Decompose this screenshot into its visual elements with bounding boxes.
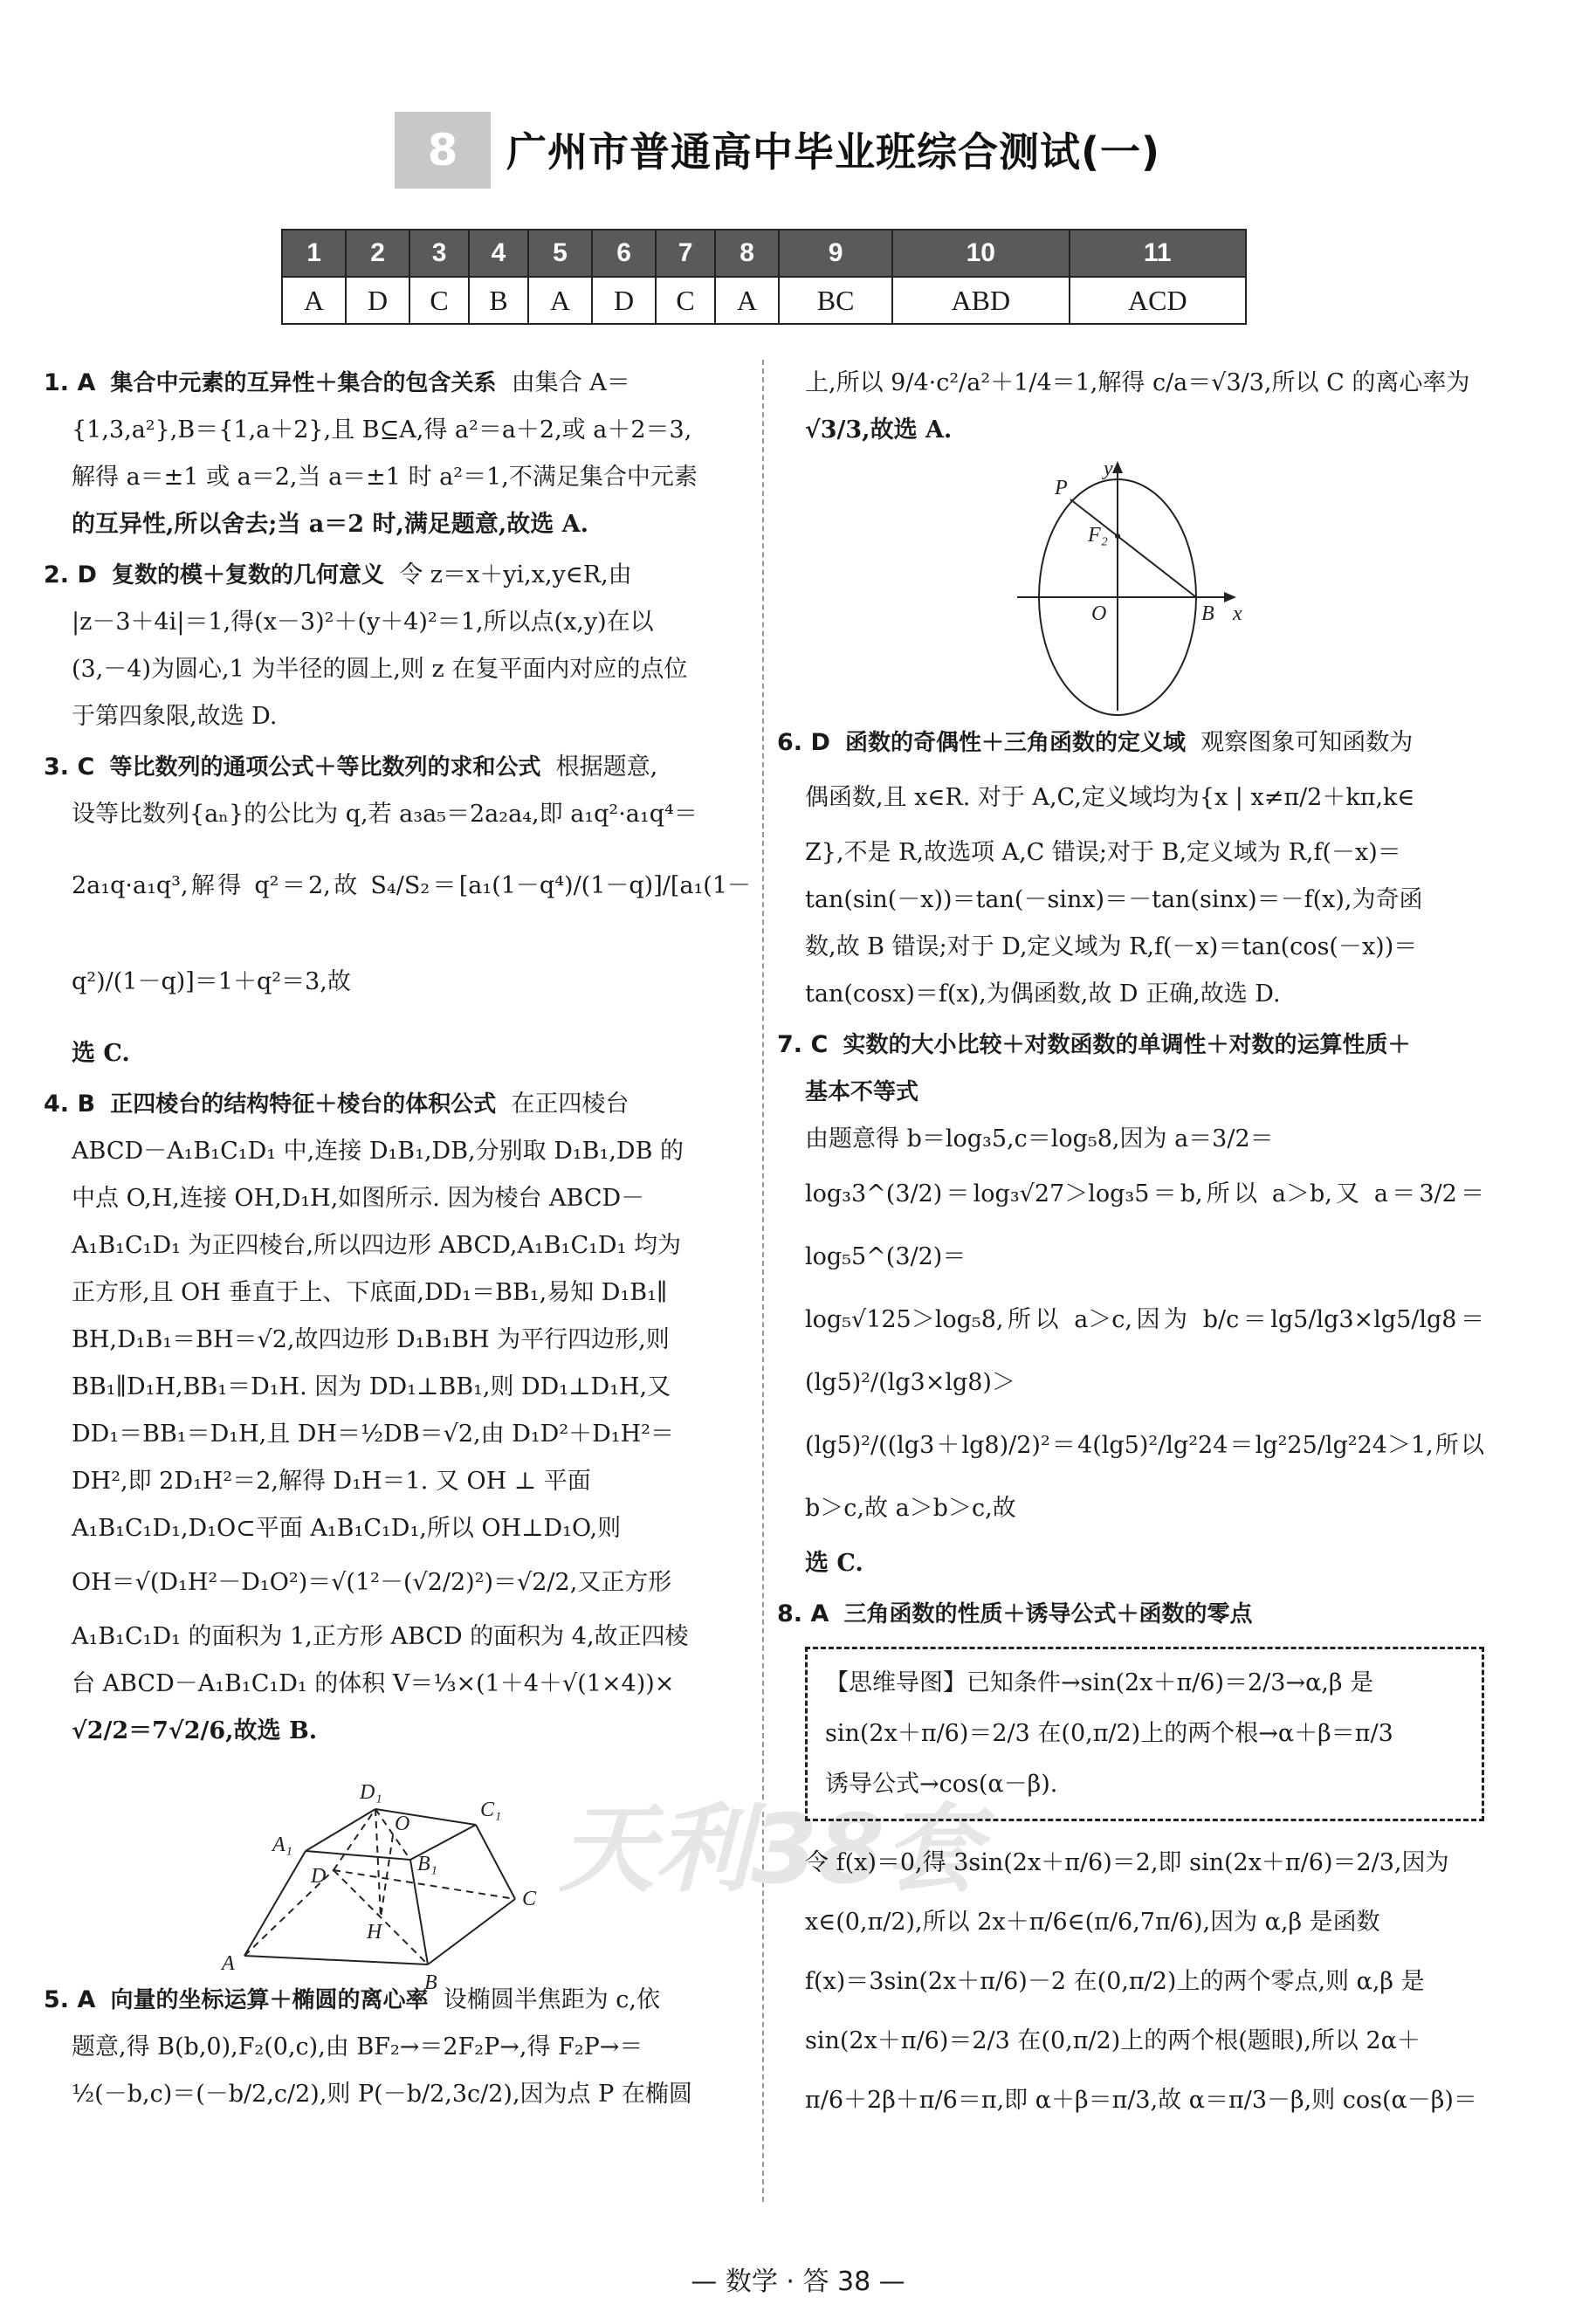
solution-6-keywords: 函数的奇偶性＋三角函数的定义域	[845, 730, 1187, 756]
right-column	[777, 360, 1484, 2134]
solution-5-keywords: 向量的坐标运算＋椭圆的离心率	[110, 1987, 429, 2013]
solution-7	[777, 1022, 1484, 1587]
question-number-cell: 3	[409, 230, 469, 277]
answer-cell: B	[469, 277, 528, 324]
solution-4-line: A₁B₁C₁D₁ 的面积为 1,正方形 ABCD 的面积为 4,故正四棱	[72, 1623, 689, 1650]
question-number-cell: 7	[656, 230, 715, 277]
label-B1: B₁	[417, 1853, 438, 1875]
test-number-badge: 8	[395, 112, 491, 189]
mind-map-line: 【思维导图】已知条件→sin(2x＋π/6)＝2/3→α,β 是	[825, 1669, 1374, 1696]
question-number-cell: 2	[346, 230, 409, 277]
solution-6	[777, 719, 1484, 1018]
solution-4	[44, 1081, 751, 1994]
solution-5-head: 5. A	[44, 1986, 96, 2013]
solution-2-line: (3,－4)为圆心,1 为半径的圆上,则 z 在复平面内对应的点位	[72, 656, 688, 683]
mind-map-line: sin(2x＋π/6)＝2/3 在(0,π/2)上的两个根→α＋β＝π/3	[825, 1720, 1393, 1747]
watermark: 天利38套	[559, 1793, 981, 1905]
question-number-cell: 1	[282, 230, 346, 277]
solution-4-keywords: 正四棱台的结构特征＋棱台的体积公式	[110, 1091, 497, 1118]
solution-2-keywords: 复数的模＋复数的几何意义	[112, 562, 385, 588]
label-O: O	[395, 1813, 410, 1835]
label-D1: D₁	[360, 1781, 382, 1804]
question-number-cell: 6	[592, 230, 656, 277]
solution-4-line: BB₁∥D₁H,BB₁＝D₁H. 因为 DD₁⊥BB₁,则 DD₁⊥D₁H,又	[72, 1373, 671, 1400]
solution-2-line: |z－3＋4i|＝1,得(x－3)²＋(y＋4)²＝1,所以点(x,y)在以	[72, 609, 654, 636]
solution-4-line: BH,D₁B₁＝BH＝√2,故四边形 D₁B₁BH 为平行四边形,则	[72, 1326, 670, 1353]
solution-4-line: 正方形,且 OH 垂直于上、下底面,DD₁＝BB₁,易知 D₁B₁∥	[72, 1279, 668, 1306]
question-number-cell: 8	[715, 230, 779, 277]
solution-3	[44, 744, 751, 1077]
solution-8-line: π/6＋2β＋π/6＝π,即 α＋β＝π/3,故 α＝π/3－β,则 cos(α－β)＝	[805, 2087, 1477, 2114]
solution-4-line: √2/2＝7√2/6,故选 B.	[72, 1717, 318, 1744]
frustum-figure	[44, 1755, 751, 1994]
answer-cell: BC	[779, 277, 892, 324]
page-footer: — 数学 · 答 38 —	[691, 2267, 905, 2297]
answer-cell: A	[528, 277, 592, 324]
answer-cell: C	[409, 277, 469, 324]
mind-map-box	[805, 1647, 1484, 1821]
solution-6-line: tan(cosx)＝f(x),为偶函数,故 D 正确,故选 D.	[805, 980, 1281, 1008]
solution-1	[44, 360, 751, 548]
solution-3-line: 设等比数列{aₙ}的公比为 q,若 a₃a₅＝2a₂a₄,即 a₁q²·a₁q⁴＝	[72, 801, 698, 828]
solution-2	[44, 552, 751, 740]
solution-6-line: 观察图象可知函数为	[1200, 729, 1414, 756]
solution-5-continued	[777, 360, 1484, 454]
label-F2: F₂	[1088, 524, 1109, 547]
ellipse-figure	[777, 458, 1484, 719]
answer-cell: A	[715, 277, 779, 324]
solution-4-line: DH²,即 2D₁H²＝2,解得 D₁H＝1. 又 OH ⊥ 平面	[72, 1468, 591, 1495]
answer-cell: D	[592, 277, 656, 324]
solution-6-head: 6. D	[777, 729, 830, 756]
solution-5-line: 设椭圆半焦距为 c,依	[443, 1986, 660, 2013]
label-C1: C₁	[480, 1799, 502, 1821]
solution-4-line: ABCD－A₁B₁C₁D₁ 中,连接 D₁B₁,DB,分别取 D₁B₁,DB 的	[72, 1138, 684, 1165]
solution-3-keywords: 等比数列的通项公式＋等比数列的求和公式	[109, 754, 541, 781]
solution-7-line: log₅√125＞log₅8,所以 a＞c,因为 b/c＝lg5/lg3×lg5/lg8＝(lg5)²/(lg3×lg8)＞	[805, 1306, 1484, 1396]
label-x: x	[1233, 602, 1242, 625]
solution-4-line: 在正四棱台	[511, 1091, 629, 1118]
solution-4-head: 4. B	[44, 1091, 96, 1118]
solution-4-line: 台 ABCD－A₁B₁C₁D₁ 的体积 V＝⅓×(1＋4＋√(1×4))×	[72, 1670, 675, 1697]
solution-3-line: 2a₁q·a₁q³,解得 q²＝2,故 S₄/S₂＝[a₁(1－q⁴)/(1－q)]/[a₁(1－q²)/(1－q)]＝1＋q²＝3,故	[72, 872, 751, 995]
answer-table-answer-row	[282, 277, 1246, 324]
answer-cell: ACD	[1070, 277, 1246, 324]
solution-2-line: 于第四象限,故选 D.	[72, 703, 278, 730]
solution-7-keywords-cont: 基本不等式	[805, 1079, 919, 1105]
solution-1-line: 由集合 A＝	[511, 369, 630, 396]
solution-5-line: √3/3,故选 A.	[805, 416, 953, 444]
solution-7-line: (lg5)²/((lg3＋lg8)/2)²＝4(lg5)²/lg²24＝lg²25/lg²24＞1,所以 b＞c,故 a＞b＞c,故	[805, 1432, 1484, 1522]
solution-4-line: A₁B₁C₁D₁ 为正四棱台,所以四边形 ABCD,A₁B₁C₁D₁ 均为	[72, 1232, 681, 1259]
label-A: A	[222, 1952, 235, 1975]
question-number-cell: 9	[779, 230, 892, 277]
label-B: B	[1201, 602, 1214, 625]
question-number-cell: 10	[892, 230, 1069, 277]
label-C: C	[522, 1888, 537, 1910]
label-H: H	[367, 1921, 382, 1944]
answer-table	[281, 229, 1247, 325]
solution-6-line: Z},不是 R,故选项 A,C 错误;对于 B,定义域为 R,f(－x)＝	[805, 839, 1401, 866]
solution-7-line: 选 C.	[805, 1550, 863, 1577]
solution-7-keywords: 实数的大小比较＋对数函数的单调性＋对数的运算性质＋	[843, 1032, 1411, 1058]
solution-6-line: tan(sin(－x))＝tan(－sinx)＝－tan(sinx)＝－f(x),为奇函	[805, 886, 1423, 913]
solution-1-line: 的互异性,所以舍去;当 a＝2 时,满足题意,故选 A.	[72, 511, 588, 538]
mind-map-line: 诱导公式→cos(α－β).	[825, 1771, 1058, 1798]
left-column	[44, 360, 751, 2122]
solution-8-line: f(x)＝3sin(2x＋π/6)－2 在(0,π/2)上的两个零点,则 α,β 是	[805, 1968, 1425, 1995]
solution-7-head: 7. C	[777, 1031, 829, 1058]
solution-5-line: 题意,得 B(b,0),F₂(0,c),由 BF₂→＝2F₂P→,得 F₂P→＝	[72, 2033, 643, 2061]
solution-8-line: x∈(0,π/2),所以 2x＋π/6∈(π/6,7π/6),因为 α,β 是函数	[805, 1909, 1380, 1936]
solution-5-line: 上,所以 9/4·c²/a²＋1/4＝1,解得 c/a＝√3/3,所以 C 的离心率为	[805, 369, 1470, 396]
label-A1: A₁	[272, 1834, 293, 1856]
question-number-cell: 5	[528, 230, 592, 277]
answer-table-header-row	[282, 230, 1246, 277]
question-number-cell: 11	[1070, 230, 1246, 277]
solution-4-line: 中点 O,H,连接 OH,D₁H,如图所示. 因为棱台 ABCD－	[72, 1185, 645, 1212]
solution-7-line: 由题意得 b＝log₃5,c＝log₅8,因为 a＝3/2＝	[805, 1125, 1274, 1152]
answer-cell: D	[346, 277, 409, 324]
solution-3-line: 根据题意,	[555, 753, 658, 781]
solution-2-line: 令 z＝x＋yi,x,y∈R,由	[399, 561, 632, 588]
label-D: D	[311, 1865, 327, 1888]
solution-3-head: 3. C	[44, 753, 95, 781]
solution-3-line: 选 C.	[72, 1040, 130, 1067]
solution-4-line: A₁B₁C₁D₁,D₁O⊂平面 A₁B₁C₁D₁,所以 OH⊥D₁O,则	[72, 1515, 622, 1542]
solution-1-line: {1,3,a²},B＝{1,a＋2},且 B⊆A,得 a²＝a＋2,或 a＋2＝3,	[72, 416, 692, 444]
answer-cell: ABD	[892, 277, 1069, 324]
solution-1-keywords: 集合中元素的互异性＋集合的包含关系	[110, 370, 497, 396]
solution-1-line: 解得 a＝±1 或 a＝2,当 a＝±1 时 a²＝1,不满足集合中元素	[72, 464, 698, 491]
label-y: y	[1104, 458, 1113, 480]
solution-8-keywords: 三角函数的性质＋诱导公式＋函数的零点	[843, 1601, 1253, 1627]
solution-8	[777, 1591, 1484, 2130]
solution-1-head: 1. A	[44, 369, 96, 396]
label-B: B	[424, 1971, 437, 1994]
column-divider	[762, 360, 764, 2202]
solution-6-line: 数,故 B 错误;对于 D,定义域为 R,f(－x)＝tan(cos(－x))＝	[805, 933, 1418, 960]
solution-8-line: 令 f(x)＝0,得 3sin(2x＋π/6)＝2,即 sin(2x＋π/6)＝2/3,因为	[805, 1849, 1449, 1876]
solution-8-line: sin(2x＋π/6)＝2/3 在(0,π/2)上的两个根(题眼),所以 2α＋	[805, 2027, 1421, 2054]
solution-4-line: DD₁＝BB₁＝D₁H,且 DH＝½DB＝√2,由 D₁D²＋D₁H²＝	[72, 1421, 674, 1448]
solution-6-line: 偶函数,且 x∈R. 对于 A,C,定义域均为{x | x≠π/2＋kπ,k∈	[805, 784, 1415, 811]
solution-5-line: ½(－b,c)＝(－b/2,c/2),则 P(－b/2,3c/2),因为点 P 在椭圆	[72, 2081, 692, 2108]
question-number-cell: 4	[469, 230, 528, 277]
solution-8-head: 8. A	[777, 1600, 829, 1627]
solution-4-line: OH＝√(D₁H²－D₁O²)＝√(1²－(√2/2)²)＝√2/2,又正方形	[72, 1569, 672, 1596]
answer-cell: A	[282, 277, 346, 324]
label-O: O	[1091, 602, 1107, 625]
answer-cell: C	[656, 277, 715, 324]
solution-5	[44, 1977, 751, 2118]
label-P: P	[1055, 477, 1068, 499]
solution-7-line: log₃3^(3/2)＝log₃√27＞log₃5＝b,所以 a＞b,又 a＝3/2＝log₅5^(3/2)＝	[805, 1180, 1484, 1270]
page-title: 广州市普通高中毕业班综合测试(一)	[506, 128, 1161, 175]
solution-2-head: 2. D	[44, 561, 97, 588]
